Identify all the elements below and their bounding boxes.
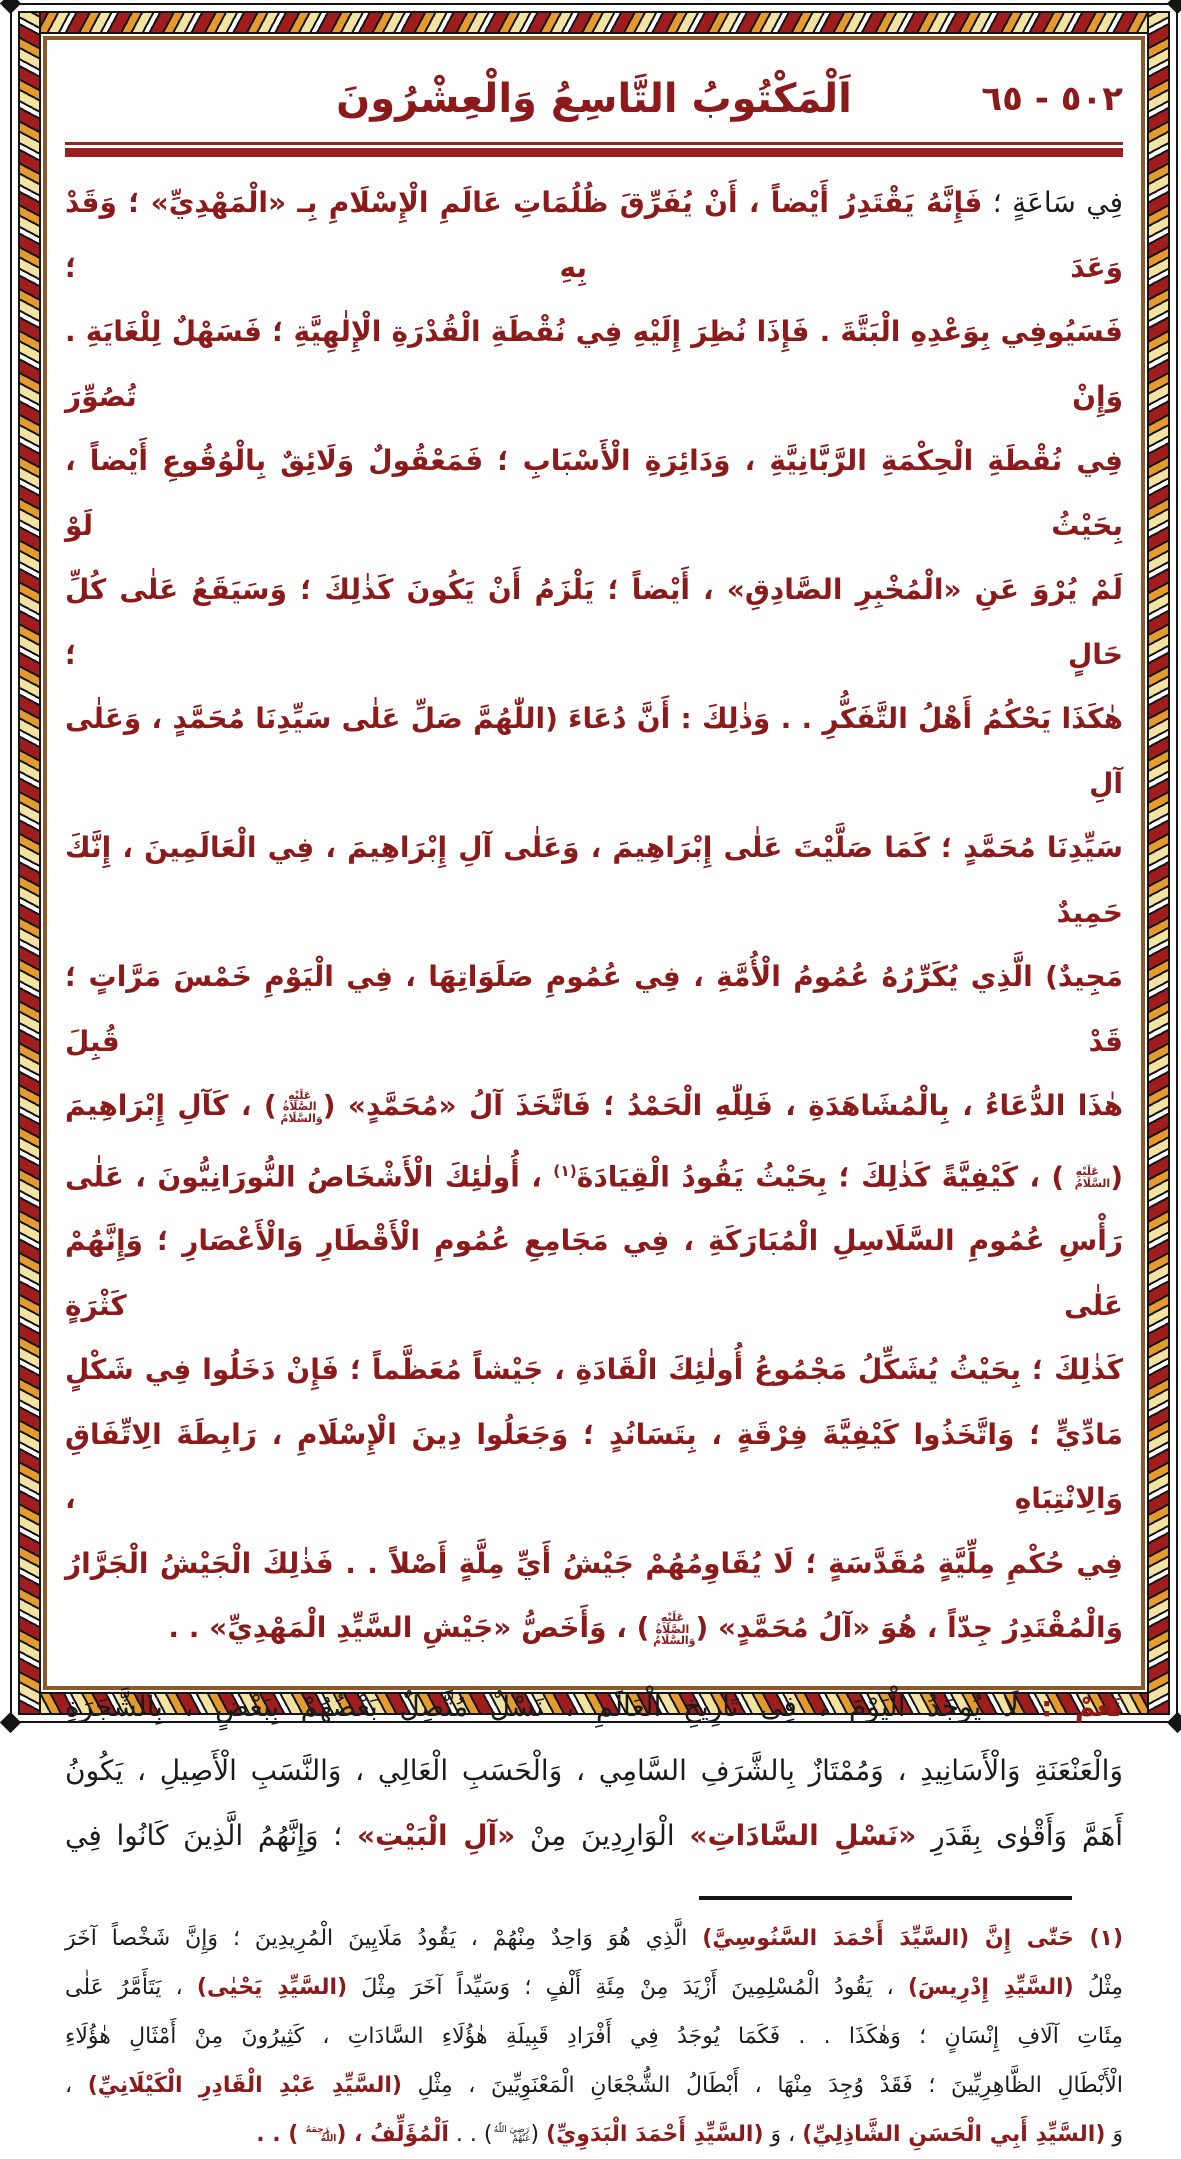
text-line bbox=[65, 1209, 1123, 1338]
text-line bbox=[65, 171, 1123, 300]
frame-band-top bbox=[18, 11, 1170, 34]
text-segment: ، وَ bbox=[763, 2122, 803, 2148]
text-segment: مِثْلُ bbox=[1073, 1975, 1123, 2001]
text-segment: ، يَتَأَمَّرُ عَلٰى bbox=[65, 1975, 197, 2001]
text-segment: (السَّيِّدِ إِدْرِيسَ) bbox=[907, 1975, 1074, 2001]
text-segment: لَمْ يُرْوَ عَنِ «الْمُخْبِرِ الصَّادِقِ» ، أَيْضاً ؛ يَلْزَمُ أَنْ يَكُونَ كَذٰلِكَ ؛ وَسَيَقَعُ عَلٰى كُلِّ حَالٍ ؛ bbox=[65, 573, 1123, 671]
text-segment: ) . . bbox=[256, 2122, 299, 2148]
text-segment: هٰكَذَا يَحْكُمُ أَهْلُ التَّفَكُّرِ . . وَذٰلِكَ : أَنَّ دُعَاءَ (اللّٰهُمَّ صَلِّ عَلٰى سَيِّدِنَا مُحَمَّدٍ ، وَعَلٰى آلِ bbox=[65, 702, 1123, 800]
text-line bbox=[65, 1675, 1123, 1740]
calligraphic-seal: عَلَيْهِ السَّلَامُ bbox=[1074, 1165, 1111, 1190]
page-header bbox=[65, 68, 1123, 130]
calligraphic-seal: عَلَيْهِ الصَّلَاةُ وَالسَّلَامُ bbox=[653, 1611, 696, 1648]
text-segment: هٰذَا الدُّعَاءُ ، بِالْمُشَاهَدَةِ ، فَلِلّٰهِ الْحَمْدُ ؛ فَاتَّخَذَ آلُ «مُحَمَّدٍ» ( bbox=[322, 1089, 1123, 1122]
text-line bbox=[65, 558, 1123, 687]
text-segment: ( bbox=[1110, 1159, 1123, 1193]
text-line bbox=[65, 1804, 1123, 1869]
text-line bbox=[65, 1139, 1123, 1210]
text-line bbox=[65, 1596, 1123, 1661]
text-segment: كَذٰلِكَ ؛ بِحَيْثُ يُشَكِّلُ مَجْمُوعُ أُولٰئِكَ الْقَادَةِ ، جَيْشاً مُعَظَّماً ؛ فَإِنْ دَخَلُوا فِي شَكْلٍ bbox=[65, 1353, 1123, 1387]
text-segment: لَا يُوجَدُ الْيَوْمَ ، فِي تَارِيخِ الْعَالَمِ ، نَسْلٌ مُتَّصِلٌ بَعْضُهُمْ بِبَعْضٍ ، بِالشَّجَرَةِ bbox=[65, 1689, 1019, 1723]
page-number: ٥٠٢ - ٦٥ bbox=[981, 79, 1123, 119]
text-segment: (السَّيِّدِ عَبْدِ الْقَادِرِ الْكَيْلَانِيِّ) bbox=[87, 2073, 402, 2099]
text-segment: (السَّيِّدِ أَبِي الْحَسَنِ الشَّاذِلِيِّ) bbox=[802, 2122, 1106, 2148]
text-segment: مِئَاتِ آلَافِ إِنْسَانٍ ؛ وَهٰكَذَا . . فَكَمَا يُوجَدُ فِي أَفْرَادِ قَبِيلَةِ هٰؤُلَاءِ السَّادَاتِ ، كَثِيرُونَ مِنْ أَمْثَالِ هٰؤُلَاءِ bbox=[65, 2024, 1123, 2050]
text-segment: وَالْعَنْعَنَةِ وَالْأَسَانِيدِ ، وَمُمْتَازٌ بِالشَّرَفِ السَّامِي ، وَالْحَسَبِ الْعَالِي ، وَالنَّسَبِ الْأَصِيلِ ، يَكُونُ bbox=[65, 1754, 1123, 1788]
text-segment: ، أُولٰئِكَ الْأَشْخَاصُ النُّورَانِيُّونَ ، عَلٰى bbox=[65, 1159, 554, 1193]
text-line bbox=[65, 1739, 1123, 1804]
text-segment: ، bbox=[65, 2073, 88, 2099]
text-segment: أَهَمَّ وَأَقْوٰى بِقَدَرِ bbox=[916, 1818, 1123, 1852]
text-segment: ( bbox=[530, 2122, 547, 2148]
text-line bbox=[65, 1074, 1123, 1139]
text-segment: فَإِنَّهُ يَقْتَدِرُ أَيْضاً ، أَنْ يُفَرِّقَ ظُلُمَاتِ عَالَمِ الْإِسْلَامِ بِـ «الْمَهْدِيِّ» ؛ وَقَدْ وَعَدَ بِهِ ؛ bbox=[65, 186, 1123, 284]
text-segment: (السَّيِّدِ يَحْيٰى) bbox=[196, 1975, 348, 2001]
text-line bbox=[65, 1914, 1123, 1963]
text-line bbox=[65, 429, 1123, 558]
frame-band-right bbox=[1147, 11, 1170, 1715]
text-segment: الْأَبْطَالِ الظَّاهِرِيِّينَ ؛ فَقَدْ وُجِدَ مِنْهَا ، أَبْطَالُ الشُّجْعَانِ الْمَعْنَوِيِّينَ ، مِثْلِ bbox=[401, 2073, 1123, 2099]
text-line bbox=[65, 300, 1123, 429]
text-line bbox=[65, 1963, 1123, 2012]
text-segment: ) ، كَيْفِيَّةً كَذٰلِكَ ؛ بِحَيْثُ يَقُودُ الْقِيَادَةَ bbox=[576, 1159, 1065, 1193]
text-line bbox=[65, 945, 1123, 1074]
text-segment: وَ bbox=[1105, 2122, 1123, 2148]
text-line bbox=[65, 2012, 1123, 2061]
text-segment: «آلِ الْبَيْتِ» bbox=[356, 1818, 516, 1852]
text-segment: (السَّيِّدَ أَحْمَدَ السَّنُوسِيَّ) bbox=[702, 1926, 970, 1952]
body-text bbox=[65, 171, 1123, 1868]
frame-corner-ornament bbox=[0, 1712, 21, 1733]
calligraphic-seal: عَلَيْهِ الصَّلَاةُ وَالسَّلَامُ bbox=[280, 1088, 323, 1125]
text-segment: نَعَمْ : bbox=[1018, 1689, 1123, 1723]
text-segment: ؛ وَإِنَّهُمُ الَّذِينَ كَانُوا فِي bbox=[65, 1818, 357, 1852]
text-segment: فَسَيُوفِي بِوَعْدِهِ الْبَتَّةَ . فَإِذَا نُظِرَ إِلَيْهِ فِي نُقْطَةِ الْقُدْرَةِ الْإِلٰهِيَّةِ ؛ فَسَهْلٌ لِلْغَايَةِ . وَإِنْ تُصُوِّرَ bbox=[65, 315, 1123, 413]
footnote-separator bbox=[699, 1896, 1072, 1900]
text-line bbox=[65, 2110, 1123, 2159]
text-segment: ) ، كَآلِ إِبْرَاهِيمَ bbox=[65, 1089, 277, 1122]
book-page bbox=[7, 0, 1181, 2148]
text-segment: مَجِيدٌ) الَّذِي يُكَرِّرُهُ عُمُومُ الْأُمَّةِ ، فِي عُمُومِ صَلَوَاتِهَا ، فِي الْيَوْمِ خَمْسَ مَرَّاتٍ ؛ قَدْ قُبِلَ bbox=[65, 960, 1123, 1058]
calligraphic-seal: رَحِمَهُ اللّٰهُ bbox=[305, 2124, 337, 2145]
text-segment: الْوَارِدِينَ مِنْ bbox=[515, 1818, 690, 1852]
header-rule bbox=[65, 142, 1123, 157]
footnote bbox=[65, 1914, 1123, 2159]
text-segment: (١) حَتّٰى إِنَّ bbox=[969, 1926, 1124, 1952]
paragraph-nasab bbox=[65, 1675, 1123, 1869]
text-segment: ) ، وَأَخَصُّ «جَيْشِ السَّيِّدِ الْمَهْدِيِّ» . . bbox=[168, 1611, 650, 1645]
text-line bbox=[65, 1532, 1123, 1597]
text-line bbox=[65, 1338, 1123, 1403]
text-segment: مَادِّيٍّ ؛ وَاتَّخَذُوا كَيْفِيَّةَ فِرْقَةٍ ، بِتَسَانُدٍ ؛ وَجَعَلُوا دِينَ الْإِسْلَامِ ، رَابِطَةَ الِاتِّفَاقِ وَالِانْتِبَاهِ ، bbox=[65, 1417, 1123, 1516]
text-segment: «نَسْلِ السَّادَاتِ» bbox=[689, 1818, 917, 1852]
text-line bbox=[65, 816, 1123, 945]
text-segment: الَّذِي هُوَ وَاحِدٌ مِنْهُمْ ، يَقُودُ مَلَايِينَ الْمُرِيدِينَ ؛ وَإِنَّ شَخْصاً آخَرَ bbox=[65, 1926, 703, 1952]
text-segment: فِي سَاعَةٍ ؛ bbox=[982, 186, 1124, 219]
text-segment: (السَّيِّدِ أَحْمَدَ الْبَدَوِيِّ) bbox=[546, 2122, 764, 2148]
text-segment: ) . . bbox=[448, 2122, 493, 2148]
text-line bbox=[65, 2061, 1123, 2110]
frame-band-left bbox=[18, 11, 41, 1715]
page-title: اَلْمَكْتُوبُ التَّاسِعُ وَالْعِشْرُونَ bbox=[336, 76, 852, 122]
text-line bbox=[65, 1403, 1123, 1532]
text-segment: وَالْمُقْتَدِرُ جِدّاً ، هُوَ «آلُ مُحَمَّدٍ» ( bbox=[695, 1611, 1123, 1645]
text-line bbox=[65, 687, 1123, 816]
text-segment: فِي نُقْطَةِ الْحِكْمَةِ الرَّبَّانِيَّةِ ، وَدَائِرَةِ الْأَسْبَابِ ؛ فَمَعْقُولٌ وَلَائِقٌ بِالْوُقُوعِ أَيْضاً ، بِحَيْثُ لَوْ bbox=[65, 444, 1123, 542]
text-segment: رَأْسِ عُمُومِ السَّلَاسِلِ الْمُبَارَكَةِ ، فِي مَجَامِعِ عُمُومِ الْأَقْطَارِ وَالْأَعْصَارِ ؛ وَإِنَّهُمْ عَلٰى كَثْرَةٍ bbox=[65, 1224, 1123, 1322]
text-segment: فِي حُكْمِ مِلِّيَّةٍ مُقَدَّسَةٍ ؛ لَا يُقَاوِمُهُمْ جَيْشُ أَيِّ مِلَّةٍ أَصْلاً . . فَذٰلِكَ الْجَيْشُ الْجَرَّارُ bbox=[65, 1546, 1123, 1580]
text-segment: اَلْمُؤَلِّفُ ، ( bbox=[336, 2122, 449, 2148]
text-segment: سَيِّدِنَا مُحَمَّدٍ ؛ كَمَا صَلَّيْتَ عَلٰى إِبْرَاهِيمَ ، وَعَلٰى آلِ إِبْرَاهِيمَ ، فِي الْعَالَمِينَ ، إِنَّكَ حَمِيدٌ bbox=[65, 831, 1123, 929]
text-segment: (١) bbox=[553, 1161, 577, 1180]
footnote-lines bbox=[65, 1914, 1123, 2159]
paragraph-main bbox=[65, 171, 1123, 1661]
page-content bbox=[65, 44, 1124, 2148]
calligraphic-seal: رَضِيَ اللّٰهُ عَنْهُمْ bbox=[493, 2124, 531, 2145]
text-segment: ، يَقُودُ الْمُسْلِمِينَ أَزْيَدَ مِنْ مِئَةِ أَلْفٍ ؛ وَسَيِّداً آخَرَ مِثْلَ bbox=[347, 1975, 908, 2001]
frame-corner-ornament bbox=[1167, 1712, 1181, 1733]
